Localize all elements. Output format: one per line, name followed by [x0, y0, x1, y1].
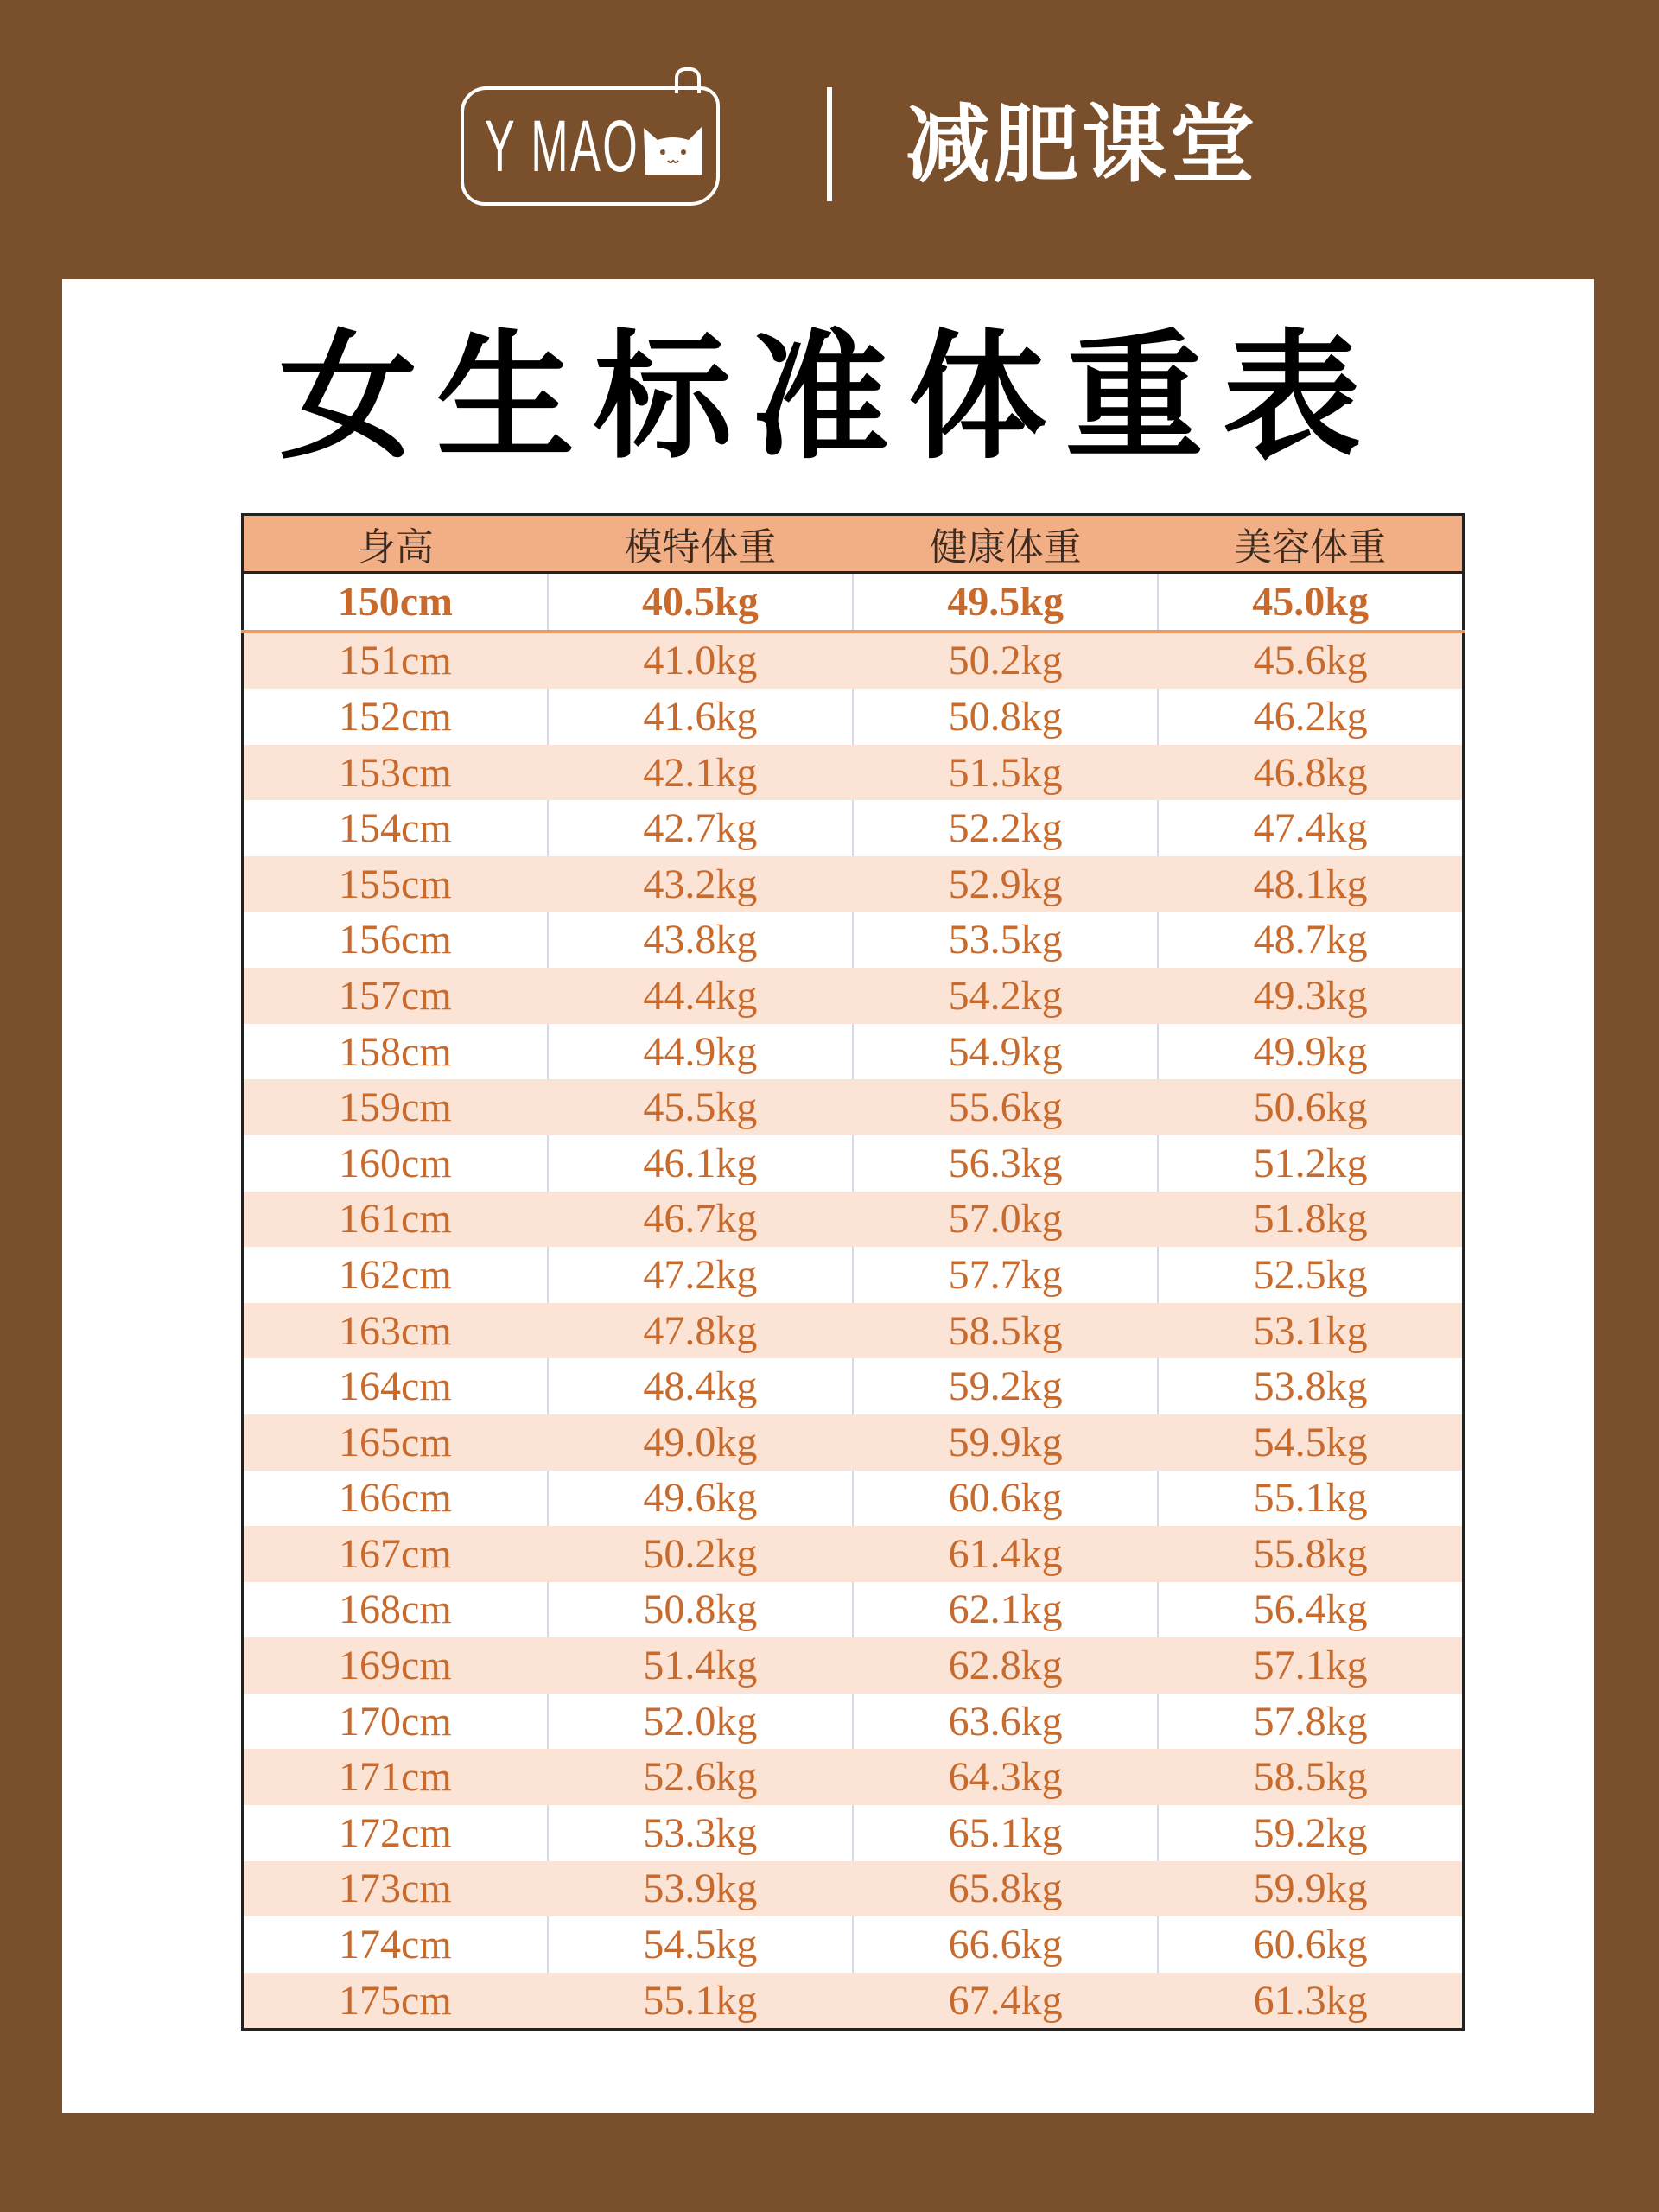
table-cell: 175cm [243, 1973, 548, 2030]
table-cell: 49.0kg [548, 1414, 853, 1471]
table-cell: 46.7kg [548, 1192, 853, 1248]
table-cell: 61.3kg [1158, 1973, 1463, 2030]
table-cell: 67.4kg [853, 1973, 1158, 2030]
table-cell: 56.3kg [853, 1135, 1158, 1192]
table-cell: 59.9kg [853, 1414, 1158, 1471]
table-cell: 47.2kg [548, 1247, 853, 1303]
table-row [243, 1358, 1464, 1414]
table-row [243, 1861, 1464, 1917]
table-cell: 53.9kg [548, 1861, 853, 1917]
table-row [243, 1694, 1464, 1750]
brand-logo [461, 86, 720, 206]
table-cell: 50.6kg [1158, 1079, 1463, 1135]
table-cell: 53.5kg [853, 912, 1158, 969]
table-cell: 155cm [243, 856, 548, 912]
table-cell: 58.5kg [853, 1303, 1158, 1359]
table-cell: 150cm [243, 573, 548, 632]
table-cell: 56.4kg [1158, 1582, 1463, 1638]
table-cell: 172cm [339, 1809, 452, 1856]
logo-text: Y MAO [485, 105, 640, 187]
table-cell: 50.2kg [853, 632, 1158, 690]
table-cell: 57.0kg [853, 1192, 1158, 1248]
table-cell: 52.2kg [853, 800, 1158, 856]
table-cell: 51.8kg [1158, 1192, 1463, 1248]
table-cell: 59.2kg [853, 1358, 1158, 1414]
table-cell: 59.9kg [1158, 1861, 1463, 1917]
table-cell: 62.8kg [853, 1637, 1158, 1694]
table-cell: 53.1kg [1158, 1303, 1463, 1359]
table-row [243, 1247, 1464, 1303]
table-cell: 55.1kg [548, 1973, 853, 2030]
page-title: 女生标准体重表 [278, 316, 1380, 478]
table-cell: 42.1kg [548, 745, 853, 801]
table-cell: 41.6kg [548, 689, 853, 745]
table-row [243, 1471, 1464, 1527]
table-cell: 59.2kg [1158, 1805, 1463, 1861]
table-row [243, 1749, 1464, 1805]
logo-tab-decoration [675, 67, 701, 93]
table-cell: 48.4kg [548, 1358, 853, 1414]
table-row [243, 632, 1464, 690]
table-cell: 45.0kg [1158, 573, 1463, 632]
table-cell: 57.8kg [1158, 1694, 1463, 1750]
table-cell: 60.6kg [853, 1471, 1158, 1527]
table-cell: 162cm [339, 1251, 452, 1298]
table-cell: 54.5kg [1158, 1414, 1463, 1471]
table-row [243, 800, 1464, 856]
table-cell: 44.4kg [548, 968, 853, 1024]
header-divider [827, 87, 832, 201]
table-cell: 51.4kg [548, 1637, 853, 1694]
table-cell: 54.2kg [853, 968, 1158, 1024]
table-cell: 54.5kg [548, 1916, 853, 1973]
table-row [243, 1303, 1464, 1359]
table-cell: 45.6kg [1158, 632, 1463, 690]
table-cell: 55.8kg [1158, 1526, 1463, 1582]
table-cell: 154cm [339, 805, 452, 852]
table-cell: 171cm [243, 1749, 548, 1805]
table-cell: 53.8kg [1158, 1358, 1463, 1414]
table-row [243, 1637, 1464, 1694]
table-cell: 49.6kg [548, 1471, 853, 1527]
table-cell: 62.1kg [853, 1582, 1158, 1638]
table-cell: 60.6kg [1158, 1916, 1463, 1973]
table-row [243, 1135, 1464, 1192]
table-cell: 152cm [339, 693, 452, 740]
table-cell: 174cm [339, 1922, 452, 1968]
table-row [243, 968, 1464, 1024]
table-cell: 52.6kg [548, 1749, 853, 1805]
table-cell: 47.8kg [548, 1303, 853, 1359]
table-cell: 46.8kg [1158, 745, 1463, 801]
table-cell: 48.1kg [1158, 856, 1463, 912]
table-cell: 153cm [243, 745, 548, 801]
table-row [243, 1526, 1464, 1582]
table-cell: 51.5kg [853, 745, 1158, 801]
table-row [243, 856, 1464, 912]
table-cell: 164cm [339, 1363, 452, 1410]
table-row [243, 1582, 1464, 1638]
table-cell: 45.5kg [548, 1079, 853, 1135]
column-header: 身高 [243, 515, 548, 573]
table-cell: 53.3kg [548, 1805, 853, 1861]
table-cell: 64.3kg [853, 1749, 1158, 1805]
table-cell: 43.2kg [548, 856, 853, 912]
table-cell: 173cm [243, 1861, 548, 1917]
table-cell: 55.1kg [1158, 1471, 1463, 1527]
table-cell: 54.9kg [853, 1024, 1158, 1080]
table-cell: 57.1kg [1158, 1637, 1463, 1694]
table-cell: 168cm [339, 1586, 452, 1633]
table-row [243, 689, 1464, 745]
table-header-row [243, 515, 1464, 573]
table-cell: 46.2kg [1158, 689, 1463, 745]
table-cell: 43.8kg [548, 912, 853, 969]
cat-face-icon [640, 121, 706, 176]
table-row [243, 1024, 1464, 1080]
table-row [243, 1079, 1464, 1135]
table-cell: 49.3kg [1158, 968, 1463, 1024]
table-cell: 49.9kg [1158, 1024, 1463, 1080]
table-cell: 49.5kg [853, 573, 1158, 632]
table-cell: 166cm [339, 1475, 452, 1522]
table-cell: 170cm [339, 1698, 452, 1745]
table-cell: 51.2kg [1158, 1135, 1463, 1192]
table-cell: 61.4kg [853, 1526, 1158, 1582]
table-cell: 159cm [243, 1079, 548, 1135]
table-cell: 65.8kg [853, 1861, 1158, 1917]
table-cell: 160cm [339, 1140, 452, 1186]
table-cell: 158cm [339, 1028, 452, 1075]
table-cell: 48.7kg [1158, 912, 1463, 969]
weight-table [241, 513, 1465, 2031]
table-cell: 47.4kg [1158, 800, 1463, 856]
table-row [243, 1916, 1464, 1973]
table-row [243, 1973, 1464, 2030]
table-cell: 169cm [243, 1637, 548, 1694]
table-cell: 52.0kg [548, 1694, 853, 1750]
brand-title: 减肥课堂 [906, 96, 1259, 194]
table-row [243, 1192, 1464, 1248]
table-cell: 50.8kg [853, 689, 1158, 745]
column-header: 健康体重 [853, 515, 1158, 573]
table-cell: 65.1kg [853, 1805, 1158, 1861]
table-cell: 46.1kg [548, 1135, 853, 1192]
column-header: 模特体重 [548, 515, 853, 573]
table-cell: 44.9kg [548, 1024, 853, 1080]
table-row [243, 745, 1464, 801]
table-cell: 52.9kg [853, 856, 1158, 912]
table-row [243, 912, 1464, 969]
table-cell: 52.5kg [1158, 1247, 1463, 1303]
table-cell: 50.2kg [548, 1526, 853, 1582]
table-cell: 63.6kg [853, 1694, 1158, 1750]
table-cell: 151cm [243, 632, 548, 690]
table-cell: 157cm [243, 968, 548, 1024]
table-cell: 57.7kg [853, 1247, 1158, 1303]
table-cell: 58.5kg [1158, 1749, 1463, 1805]
table-cell: 161cm [243, 1192, 548, 1248]
table-row [243, 573, 1464, 632]
table-cell: 41.0kg [548, 632, 853, 690]
table-cell: 165cm [243, 1414, 548, 1471]
table-row [243, 1805, 1464, 1861]
table-cell: 40.5kg [548, 573, 853, 632]
table-cell: 50.8kg [548, 1582, 853, 1638]
table-cell: 42.7kg [548, 800, 853, 856]
table-cell: 167cm [243, 1526, 548, 1582]
column-header: 美容体重 [1158, 515, 1463, 573]
table-cell: 55.6kg [853, 1079, 1158, 1135]
table-cell: 66.6kg [853, 1916, 1158, 1973]
table-cell: 156cm [339, 917, 452, 963]
table-row [243, 1414, 1464, 1471]
table-cell: 163cm [243, 1303, 548, 1359]
